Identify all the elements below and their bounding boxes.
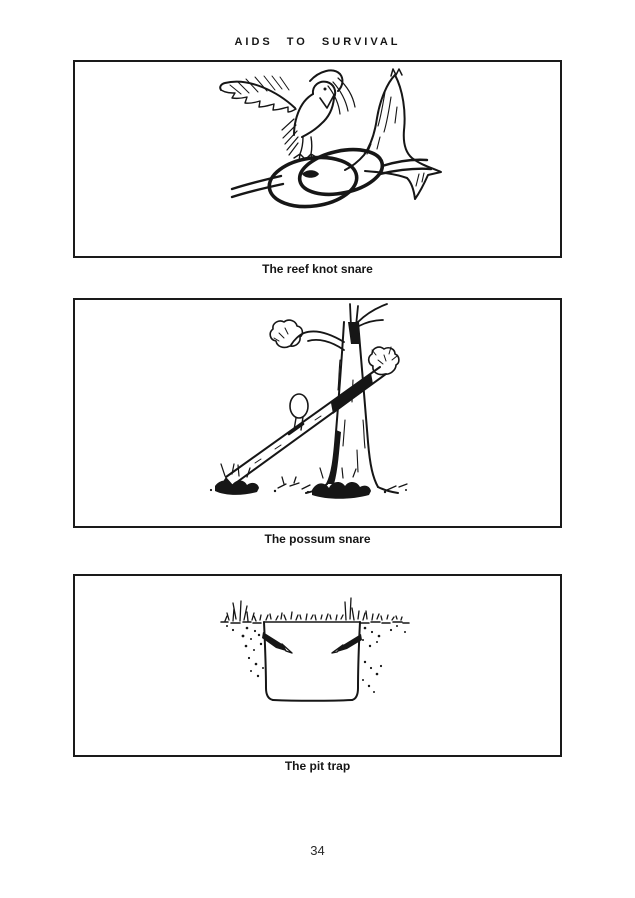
bird-drawing <box>220 70 355 161</box>
pit-outline <box>264 622 360 701</box>
figure-box-possum-snare <box>73 298 562 528</box>
noose-drawing <box>289 394 308 434</box>
ground-grass <box>210 464 407 499</box>
figure-caption: The pit trap <box>284 759 351 773</box>
reef-knot-snare-illustration <box>75 62 560 256</box>
figure-caption: The possum snare <box>264 532 371 546</box>
snare-pole-drawing <box>220 347 399 486</box>
reef-knot-drawing <box>232 143 431 212</box>
foliage-tuft-left <box>270 320 302 347</box>
page-number: 34 <box>310 843 325 858</box>
pit-trap-illustration <box>75 576 560 755</box>
stump-drawing <box>345 69 441 199</box>
tree-drawing <box>270 304 398 493</box>
surface-grass <box>221 598 409 623</box>
foliage-tuft-right <box>369 347 399 375</box>
figure-box-reef-knot-snare <box>73 60 562 258</box>
figure-box-pit-trap <box>73 574 562 757</box>
pit-spikes <box>262 632 362 653</box>
page-header: AIDS TO SURVIVAL <box>234 36 401 48</box>
figure-caption: The reef knot snare <box>262 262 373 276</box>
bait-blob <box>302 170 319 178</box>
possum-snare-illustration <box>75 300 560 526</box>
dirt-speckles <box>226 625 406 693</box>
